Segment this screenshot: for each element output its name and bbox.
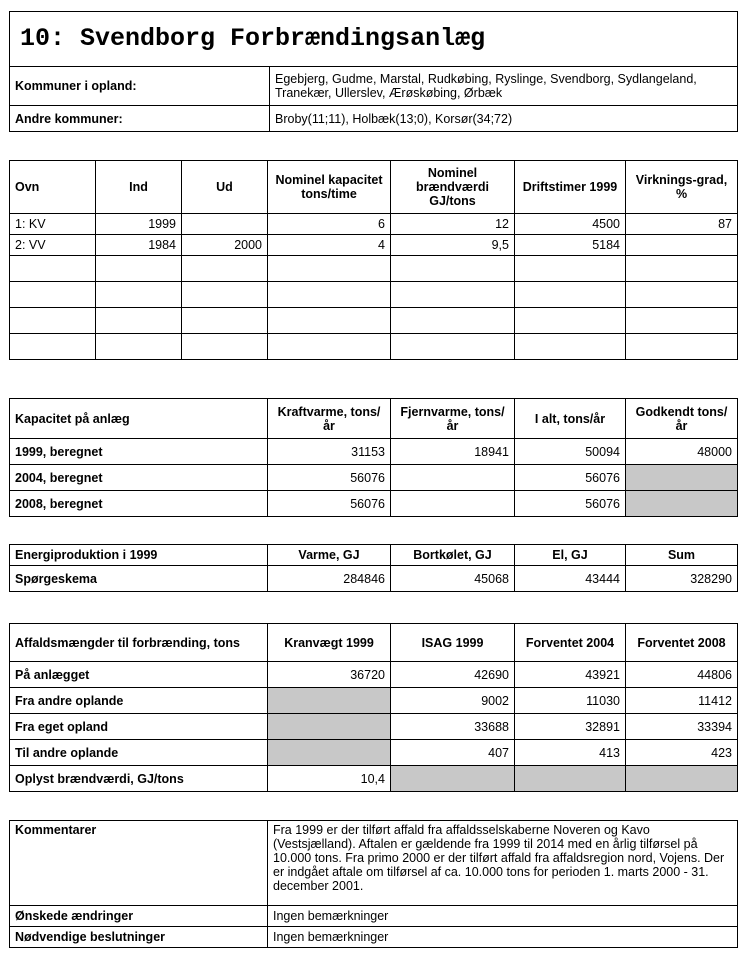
cell: 1999 [96, 214, 182, 235]
braendvaerdi-header: Nominel brændværdi GJ/tons [391, 161, 515, 214]
cell: 2: VV [10, 235, 96, 256]
cell: 48000 [626, 439, 738, 465]
table-row [10, 688, 738, 714]
table-row [10, 308, 738, 334]
row-label: Fra andre oplande [10, 688, 268, 714]
cell: 33688 [391, 714, 515, 740]
row-label: Fra eget opland [10, 714, 268, 740]
kommentarer-table [9, 820, 738, 948]
shaded-cell [268, 740, 391, 766]
table-row [10, 491, 738, 517]
ovn-header: Ovn [10, 161, 96, 214]
ovn-table [9, 160, 738, 360]
cell: 31153 [268, 439, 391, 465]
cell [182, 282, 268, 308]
kranvaegt-header: Kranvægt 1999 [268, 624, 391, 662]
shaded-cell [626, 491, 738, 517]
table-row [10, 282, 738, 308]
row-label: Til andre oplande [10, 740, 268, 766]
bortkoelet-header: Bortkølet, GJ [391, 545, 515, 566]
cell: 9002 [391, 688, 515, 714]
cell [515, 308, 626, 334]
affald-label: Affaldsmængder til forbrænding, tons [10, 624, 268, 662]
cell [626, 256, 738, 282]
row-label: 2004, beregnet [10, 465, 268, 491]
table-row [10, 566, 738, 592]
cell [182, 308, 268, 334]
cell [268, 308, 391, 334]
table-row [10, 235, 738, 256]
kommentarer-label: Kommentarer [10, 821, 268, 906]
kommuner-label: Kommuner i opland: [10, 67, 270, 106]
cell [96, 334, 182, 360]
cell [96, 308, 182, 334]
table-row [10, 439, 738, 465]
row-label: 1999, beregnet [10, 439, 268, 465]
sum-header: Sum [626, 545, 738, 566]
kapacitet-header-row [10, 399, 738, 439]
affald-header-row [10, 624, 738, 662]
cell: 413 [515, 740, 626, 766]
el-header: El, GJ [515, 545, 626, 566]
cell [182, 256, 268, 282]
cell: 50094 [515, 439, 626, 465]
shaded-cell [515, 766, 626, 792]
noedvendige-label: Nødvendige beslutninger [10, 927, 268, 948]
ud-header: Ud [182, 161, 268, 214]
cell: 1984 [96, 235, 182, 256]
i-alt-header: I alt, tons/år [515, 399, 626, 439]
kapacitet-label: Kapacitet på anlæg [10, 399, 268, 439]
cell [515, 256, 626, 282]
cell [182, 334, 268, 360]
cell [391, 308, 515, 334]
energi-table [9, 544, 738, 592]
cell: 87 [626, 214, 738, 235]
driftstimer-header: Driftstimer 1999 [515, 161, 626, 214]
oenskede-value: Ingen bemærkninger [268, 906, 738, 927]
cell [391, 256, 515, 282]
virkningsgrad-header: Virknings-grad, % [626, 161, 738, 214]
table-row [10, 334, 738, 360]
shaded-cell [391, 766, 515, 792]
kraftvarme-header: Kraftvarme, tons/år [268, 399, 391, 439]
cell: 423 [626, 740, 738, 766]
cell [626, 235, 738, 256]
cell [268, 256, 391, 282]
cell: 2000 [182, 235, 268, 256]
cell: 10,4 [268, 766, 391, 792]
row-label: Spørgeskema [10, 566, 268, 592]
andre-kommuner-value: Broby(11;11), Holbæk(13;0), Korsør(34;72) [270, 106, 738, 132]
fjernvarme-header: Fjernvarme, tons/år [391, 399, 515, 439]
godkendt-header: Godkendt tons/år [626, 399, 738, 439]
cell [10, 334, 96, 360]
cell [626, 282, 738, 308]
shaded-cell [268, 714, 391, 740]
table-row [10, 766, 738, 792]
cell [268, 282, 391, 308]
kommentarer-value: Fra 1999 er der tilført affald fra affaldsselskaberne Noveren og Kavo (Vestsjælland). Aftalen er gældende fra 1999 til 2014 med en årlig tilførsel på 10.000 tons. Fra primo 2000 er der tilført affald fra affaldsregion nord, Vojens. Der er indgået aftale om tilførsel af ca. 10.000 tons for perioden 1. marts 2000 - 31. december 2001. [268, 821, 738, 906]
ind-header: Ind [96, 161, 182, 214]
cell: 33394 [626, 714, 738, 740]
cell: 42690 [391, 662, 515, 688]
cell: 4500 [515, 214, 626, 235]
row-label: På anlægget [10, 662, 268, 688]
cell [626, 308, 738, 334]
cell: 56076 [268, 465, 391, 491]
varme-header: Varme, GJ [268, 545, 391, 566]
cell [391, 491, 515, 517]
cell [626, 334, 738, 360]
forventet-2008-header: Forventet 2008 [626, 624, 738, 662]
energi-header-row [10, 545, 738, 566]
cell: 1: KV [10, 214, 96, 235]
cell [10, 282, 96, 308]
cell: 56076 [515, 491, 626, 517]
cell [515, 282, 626, 308]
cell: 5184 [515, 235, 626, 256]
isag-header: ISAG 1999 [391, 624, 515, 662]
cell: 284846 [268, 566, 391, 592]
andre-kommuner-label: Andre kommuner: [10, 106, 270, 132]
shaded-cell [626, 766, 738, 792]
row-label: Oplyst brændværdi, GJ/tons [10, 766, 268, 792]
table-row [10, 256, 738, 282]
cell: 6 [268, 214, 391, 235]
shaded-cell [626, 465, 738, 491]
shaded-cell [268, 688, 391, 714]
cell [391, 334, 515, 360]
cell [182, 214, 268, 235]
forventet-2004-header: Forventet 2004 [515, 624, 626, 662]
cell [268, 334, 391, 360]
cell: 9,5 [391, 235, 515, 256]
table-row [10, 214, 738, 235]
table-row [10, 465, 738, 491]
cell: 36720 [268, 662, 391, 688]
cell: 43444 [515, 566, 626, 592]
kommuner-value: Egebjerg, Gudme, Marstal, Rudkøbing, Ryslinge, Svendborg, Sydlangeland, Tranekær, Ullerslev, Ærøskøbing, Ørbæk [270, 67, 738, 106]
cell [391, 282, 515, 308]
table-row [10, 662, 738, 688]
cell: 56076 [515, 465, 626, 491]
cell [10, 256, 96, 282]
cell: 407 [391, 740, 515, 766]
table-row [10, 714, 738, 740]
cell: 43921 [515, 662, 626, 688]
cell: 11412 [626, 688, 738, 714]
cell: 56076 [268, 491, 391, 517]
row-label: 2008, beregnet [10, 491, 268, 517]
ovn-header-row [10, 161, 738, 214]
cell: 44806 [626, 662, 738, 688]
cell [391, 465, 515, 491]
kapacitet-header: Nominel kapacitet tons/time [268, 161, 391, 214]
cell: 328290 [626, 566, 738, 592]
cell: 4 [268, 235, 391, 256]
cell: 45068 [391, 566, 515, 592]
energi-label: Energiproduktion i 1999 [10, 545, 268, 566]
oenskede-label: Ønskede ændringer [10, 906, 268, 927]
affald-table [9, 623, 738, 792]
cell [515, 334, 626, 360]
cell [96, 282, 182, 308]
table-row [10, 740, 738, 766]
page-title: 10: Svendborg Forbrændingsanlæg [10, 12, 738, 67]
cell [10, 308, 96, 334]
kapacitet-table [9, 398, 738, 517]
cell: 11030 [515, 688, 626, 714]
cell: 18941 [391, 439, 515, 465]
cell: 12 [391, 214, 515, 235]
header-block [9, 11, 738, 132]
cell [96, 256, 182, 282]
cell: 32891 [515, 714, 626, 740]
noedvendige-value: Ingen bemærkninger [268, 927, 738, 948]
